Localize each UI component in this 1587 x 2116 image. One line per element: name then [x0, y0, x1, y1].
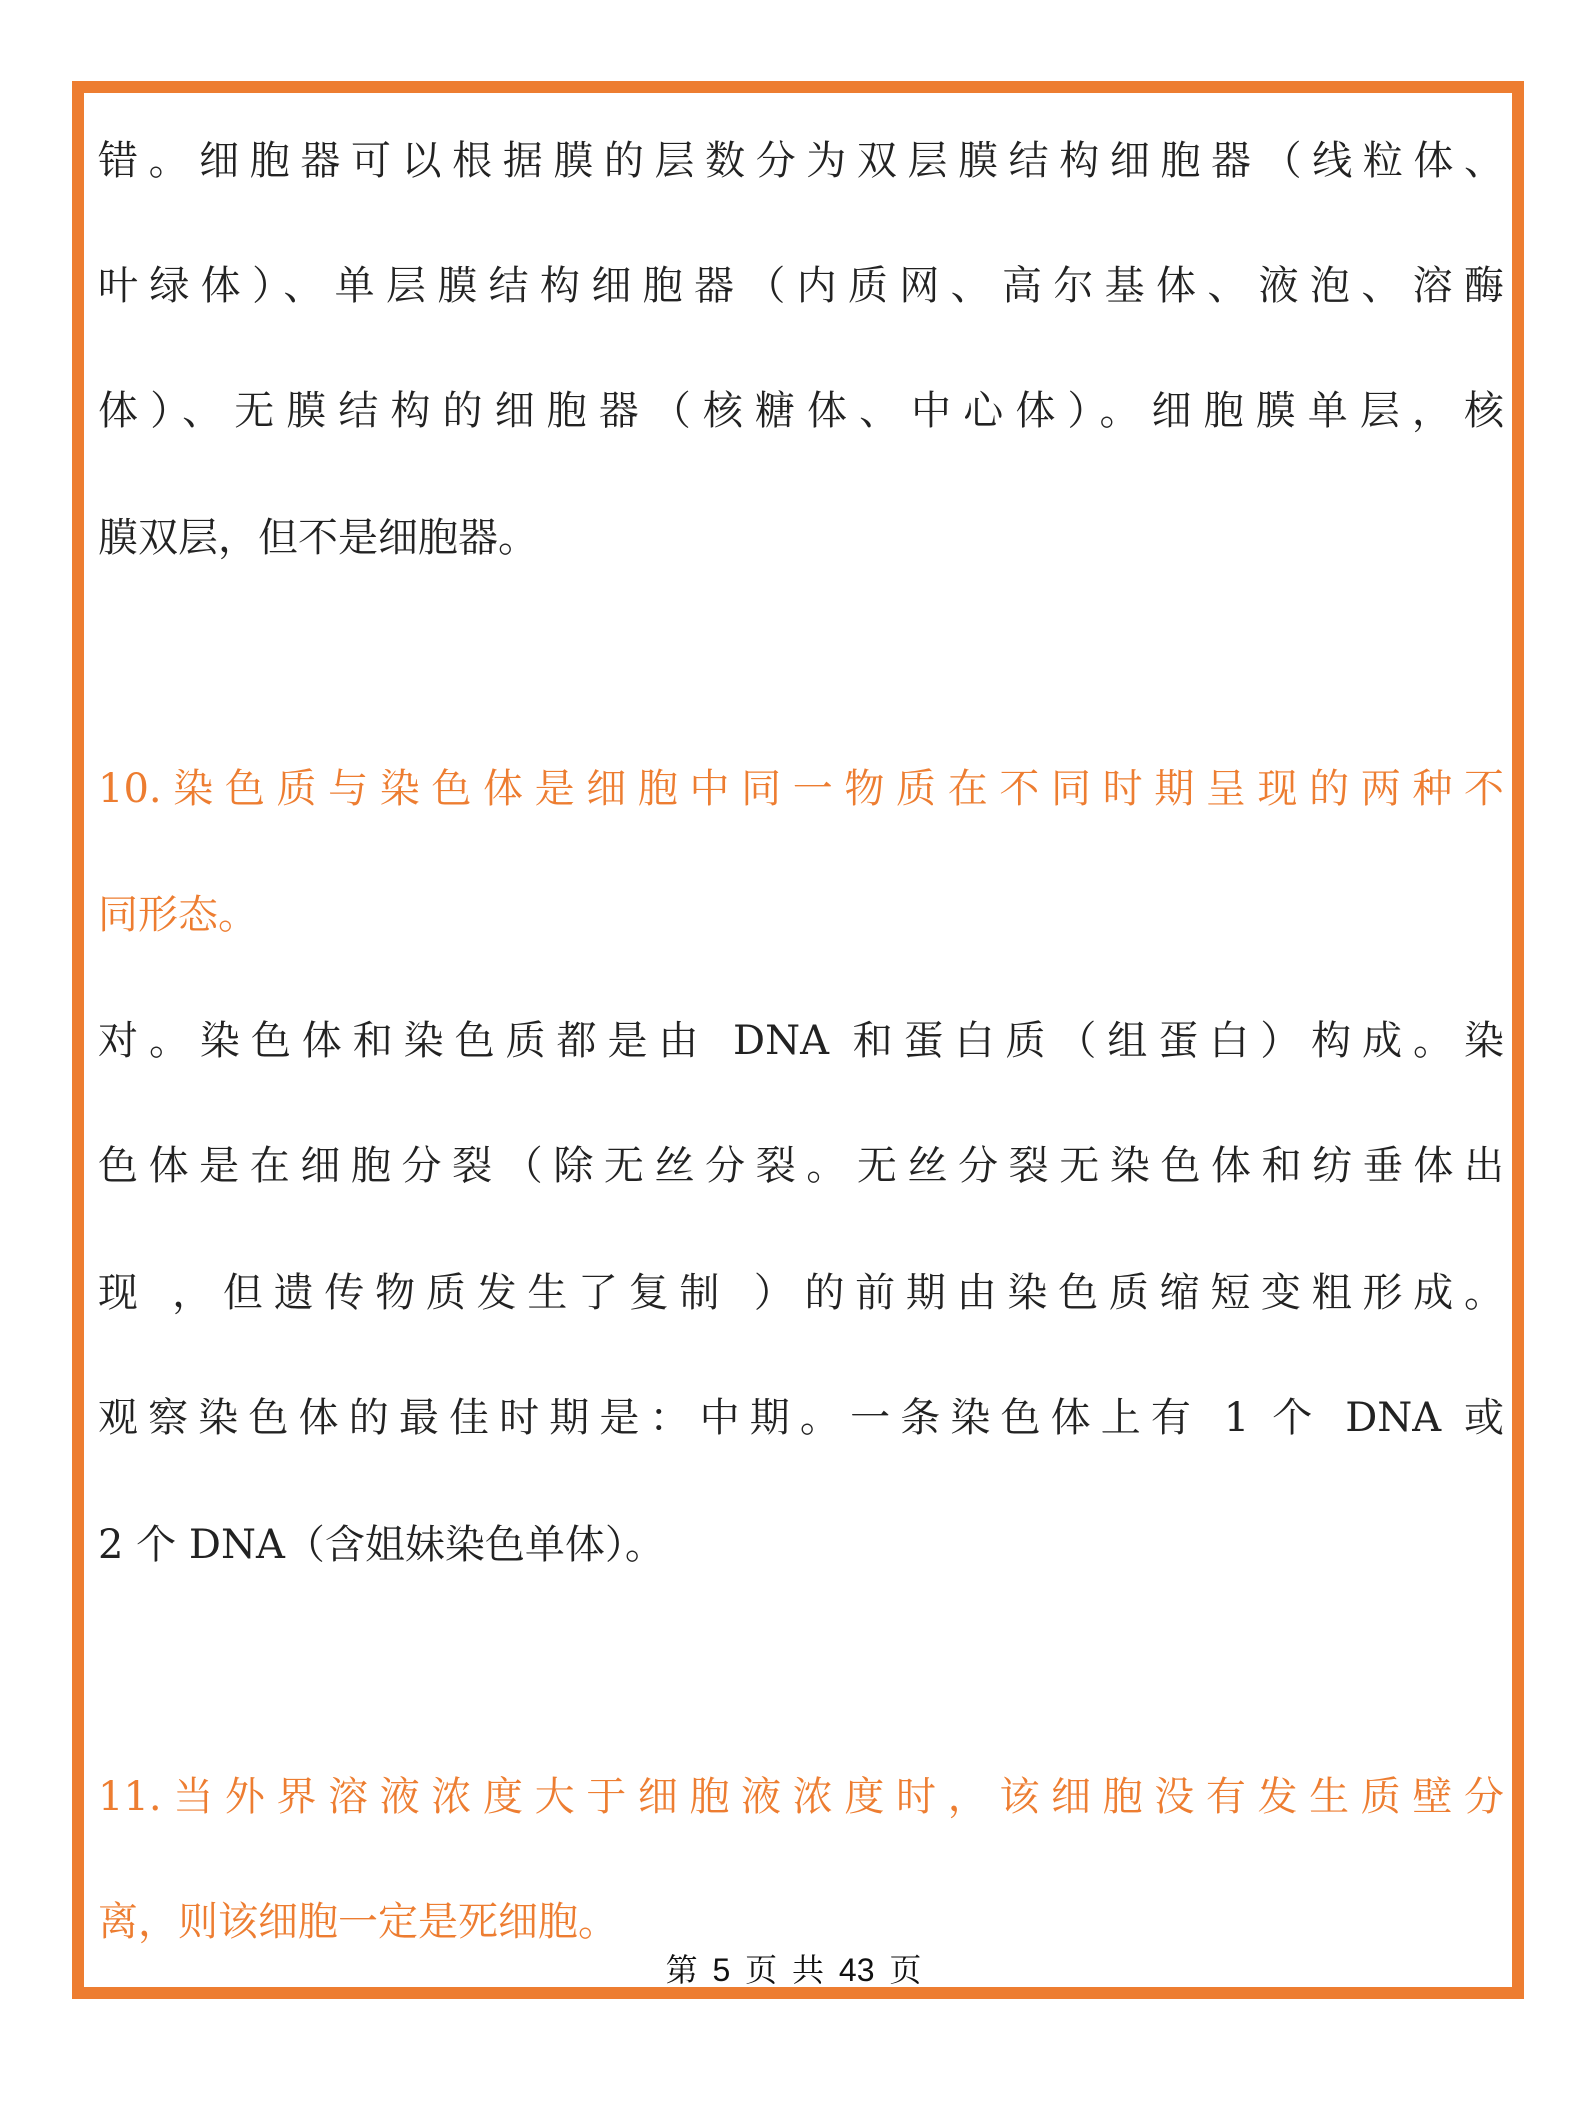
page-number: 第 5 页 共 43 页 [665, 1952, 922, 1988]
answer-line: 现 ，但遗传物质发生了复制 ）的前期由染色质缩短变粗形成。 [98, 1270, 1504, 1316]
answer-line: 2 个 DNA（含姐妹染色单体）。 [98, 1522, 665, 1568]
answer-line: 色体是在细胞分裂（除无丝分裂。无丝分裂无染色体和纺垂体出 [98, 1143, 1504, 1189]
answer-line: 观察染色体的最佳时期是：中期。一条染色体上有 1 个 DNA 或 [98, 1395, 1504, 1441]
answer-line: 错。细胞器可以根据膜的层数分为双层膜结构细胞器（线粒体、 [98, 138, 1504, 184]
answer-line: 膜双层，但不是细胞器。 [98, 515, 538, 561]
answer-line: 体）、无膜结构的细胞器（核糖体、中心体）。细胞膜单层，核 [98, 388, 1504, 434]
question-line: 11.当外界溶液浓度大于细胞液浓度时，该细胞没有发生质壁分 [98, 1774, 1504, 1820]
question-line: 10.染色质与染色体是细胞中同一物质在不同时期呈现的两种不 [98, 766, 1504, 812]
answer-line: 叶绿体）、单层膜结构细胞器（内质网、高尔基体、液泡、溶酶 [98, 263, 1504, 309]
question-line: 离，则该细胞一定是死细胞。 [98, 1899, 618, 1945]
question-line: 同形态。 [98, 892, 258, 938]
answer-line: 对。染色体和染色质都是由 DNA 和蛋白质（组蛋白）构成。染 [98, 1018, 1504, 1064]
